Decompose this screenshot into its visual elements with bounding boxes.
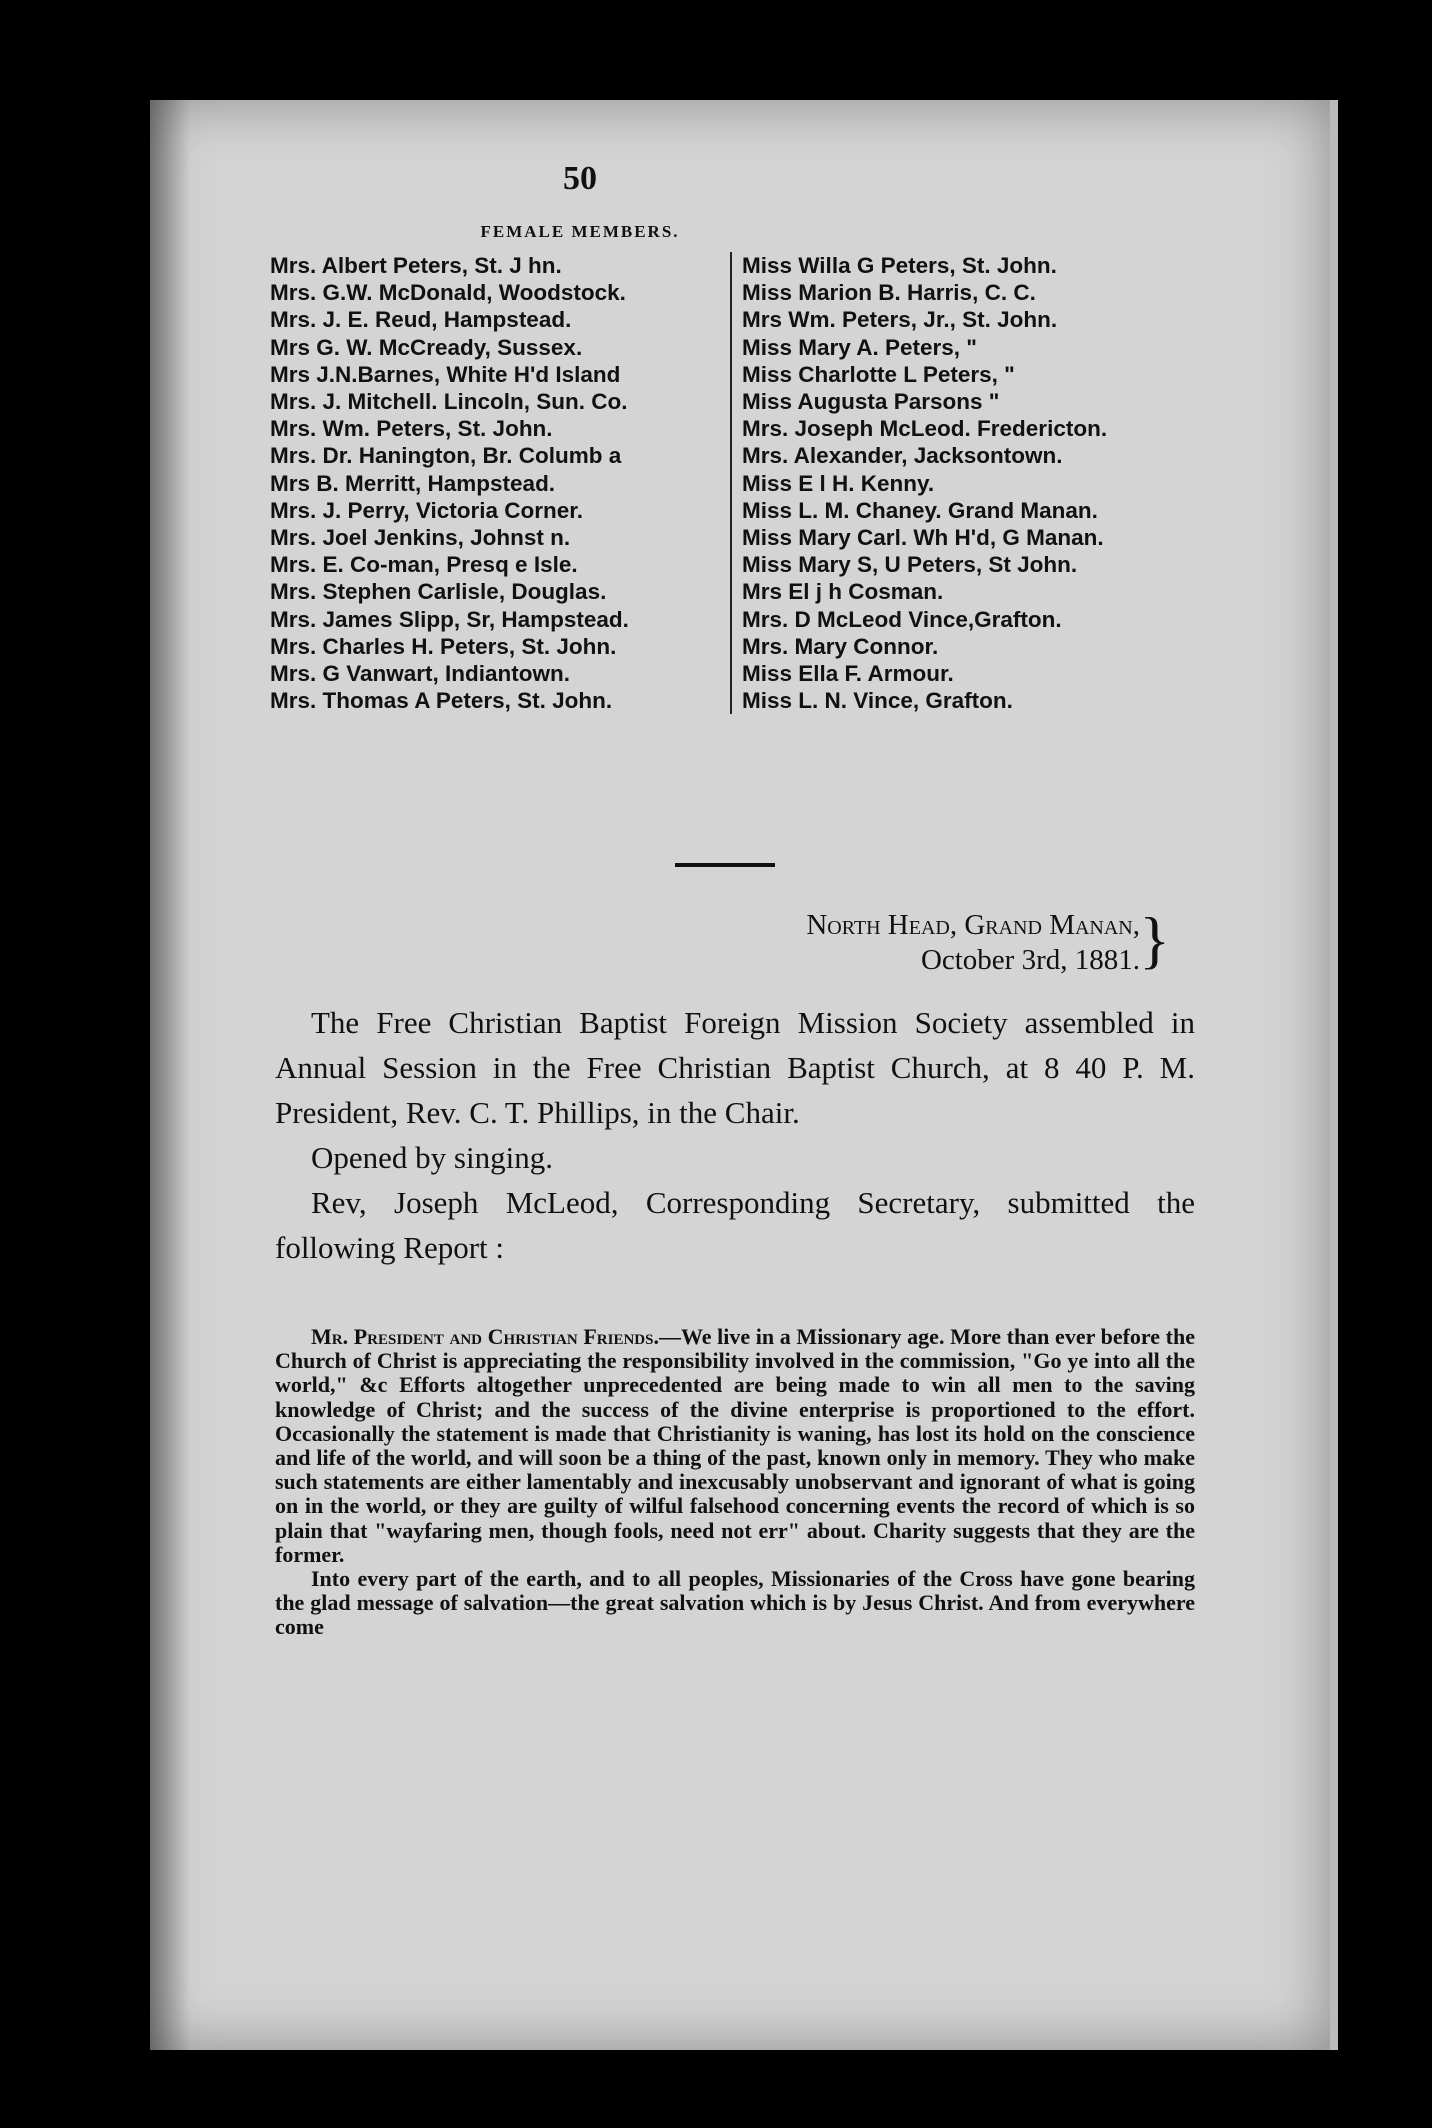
member-entry: Miss L. N. Vince, Grafton. [742,688,1013,714]
member-entry: Miss L. M. Chaney. Grand Manan. [742,497,1098,523]
member-entry: Miss Augusta Parsons " [742,389,1000,415]
member-entry: Mrs. J. E. Reud, Hampstead. [270,307,572,333]
minutes-paragraph: Rev, Joseph McLeod, Corresponding Secretary, submitted the following Report : [275,1185,1195,1265]
member-entry: Mrs. Dr. Hanington, Br. Columb a [270,443,622,469]
member-entry: Mrs. Joseph McLeod. Fredericton. [742,416,1108,442]
member-entry: Mrs J.N.Barnes, White H'd Island [270,361,621,387]
member-entry: Mrs. G.W. McDonald, Woodstock. [270,280,626,306]
member-entry: Mrs. G Vanwart, Indiantown. [270,661,571,687]
member-entry: Mrs. J. Mitchell. Lincoln, Sun. Co. [270,389,628,415]
member-entry: Mrs. D McLeod Vince,Grafton. [742,606,1062,632]
member-entry: Mrs. Stephen Carlisle, Douglas. [270,579,607,605]
member-entry: Mrs. Thomas A Peters, St. John. [270,688,613,714]
member-entry: Miss Willa G Peters, St. John. [742,253,1057,278]
report-paragraph [275,1325,1195,1567]
report-paragraph: Into every part of the earth, and to all peoples, Missionaries of the Cross have gone bearing the glad message of salvation—the great salvation which is by Jesus Christ. And from everywhere come [275,1566,1195,1640]
meeting-date: October 3rd, 1881. [920,944,1140,976]
member-entry: Miss Mary Carl. Wh H'd, G Manan. [742,525,1104,551]
member-entry: Mrs. Charles H. Peters, St. John. [270,633,617,659]
member-entry: Mrs. James Slipp, Sr, Hampstead. [270,606,629,632]
minutes-paragraph: Opened by singing. [311,1140,553,1175]
member-entry: Mrs. Joel Jenkins, Johnst n. [270,525,571,551]
member-entry: Mrs B. Merritt, Hampstead. [270,470,556,496]
brace-glyph: } [1139,904,1170,975]
member-entry: Miss Ella F. Armour. [742,661,954,687]
minutes-paragraph: The Free Christian Baptist Foreign Mission Society assembled in Annual Session in the Free Christian Baptist Church, at 8 40 P. M. President, Rev. C. T. Phillips, in the Chair. [275,1005,1195,1130]
page-number: 50 [563,160,597,197]
member-entry: Miss Charlotte L Peters, " [742,361,1015,387]
report-text [275,1325,1195,1640]
members-column-left [270,252,732,714]
member-entry: Mrs G. W. McCready, Sussex. [270,334,583,360]
page-edge [1330,100,1338,2050]
page-gutter-shadow [150,100,190,2050]
section-heading: FEMALE MEMBERS. [480,222,680,241]
member-entry: Mrs. Albert Peters, St. J hn. [270,253,562,278]
section-divider [675,863,775,867]
report-paragraph-text: —We live in a Missionary age. More than ever before the Church of Christ is appreciating the responsibility involved in the commission, "Go ye into all the world," &c Efforts altogether unprecedented are being made to win all men to the saving knowledge of Christ; and the success of the divine enterprise is proportioned to the effort. Occasionally the statement is made that Christianity is waning, has lost its hold on the conscience and life of the world, and will soon be a thing of the past, known only in memory. They who make such statements are either lamentably and inexcusably unobservant and ignorant of what is going on in the world, or they are guilty of wilful falsehood concerning events the record of which is so plain that "wayfaring men, though fools, need not err" about. Charity suggests that they are the former. [275,1324,1196,1567]
meeting-dateline [400,904,1170,978]
minutes-text [275,1000,1195,1270]
members-list [270,252,1220,714]
member-entry: Miss Mary A. Peters, " [742,334,977,360]
member-entry: Mrs. Alexander, Jacksontown. [742,443,1063,469]
member-entry: Mrs. J. Perry, Victoria Corner. [270,497,584,523]
member-entry: Miss Marion B. Harris, C. C. [742,280,1036,306]
member-entry: Mrs Wm. Peters, Jr., St. John. [742,307,1058,333]
member-entry: Mrs. Mary Connor. [742,633,939,659]
member-entry: Miss E l H. Kenny. [742,470,935,496]
member-entry: Mrs. E. Co-man, Presq e Isle. [270,552,578,578]
member-entry: Miss Mary S, U Peters, St John. [742,552,1078,578]
member-entry: Mrs El j h Cosman. [742,579,944,605]
report-salutation: Mr. President and Christian Friends. [311,1324,659,1349]
members-column-right [732,252,1107,714]
meeting-place: North Head, Grand Manan, [806,909,1140,941]
member-entry: Mrs. Wm. Peters, St. John. [270,416,553,442]
